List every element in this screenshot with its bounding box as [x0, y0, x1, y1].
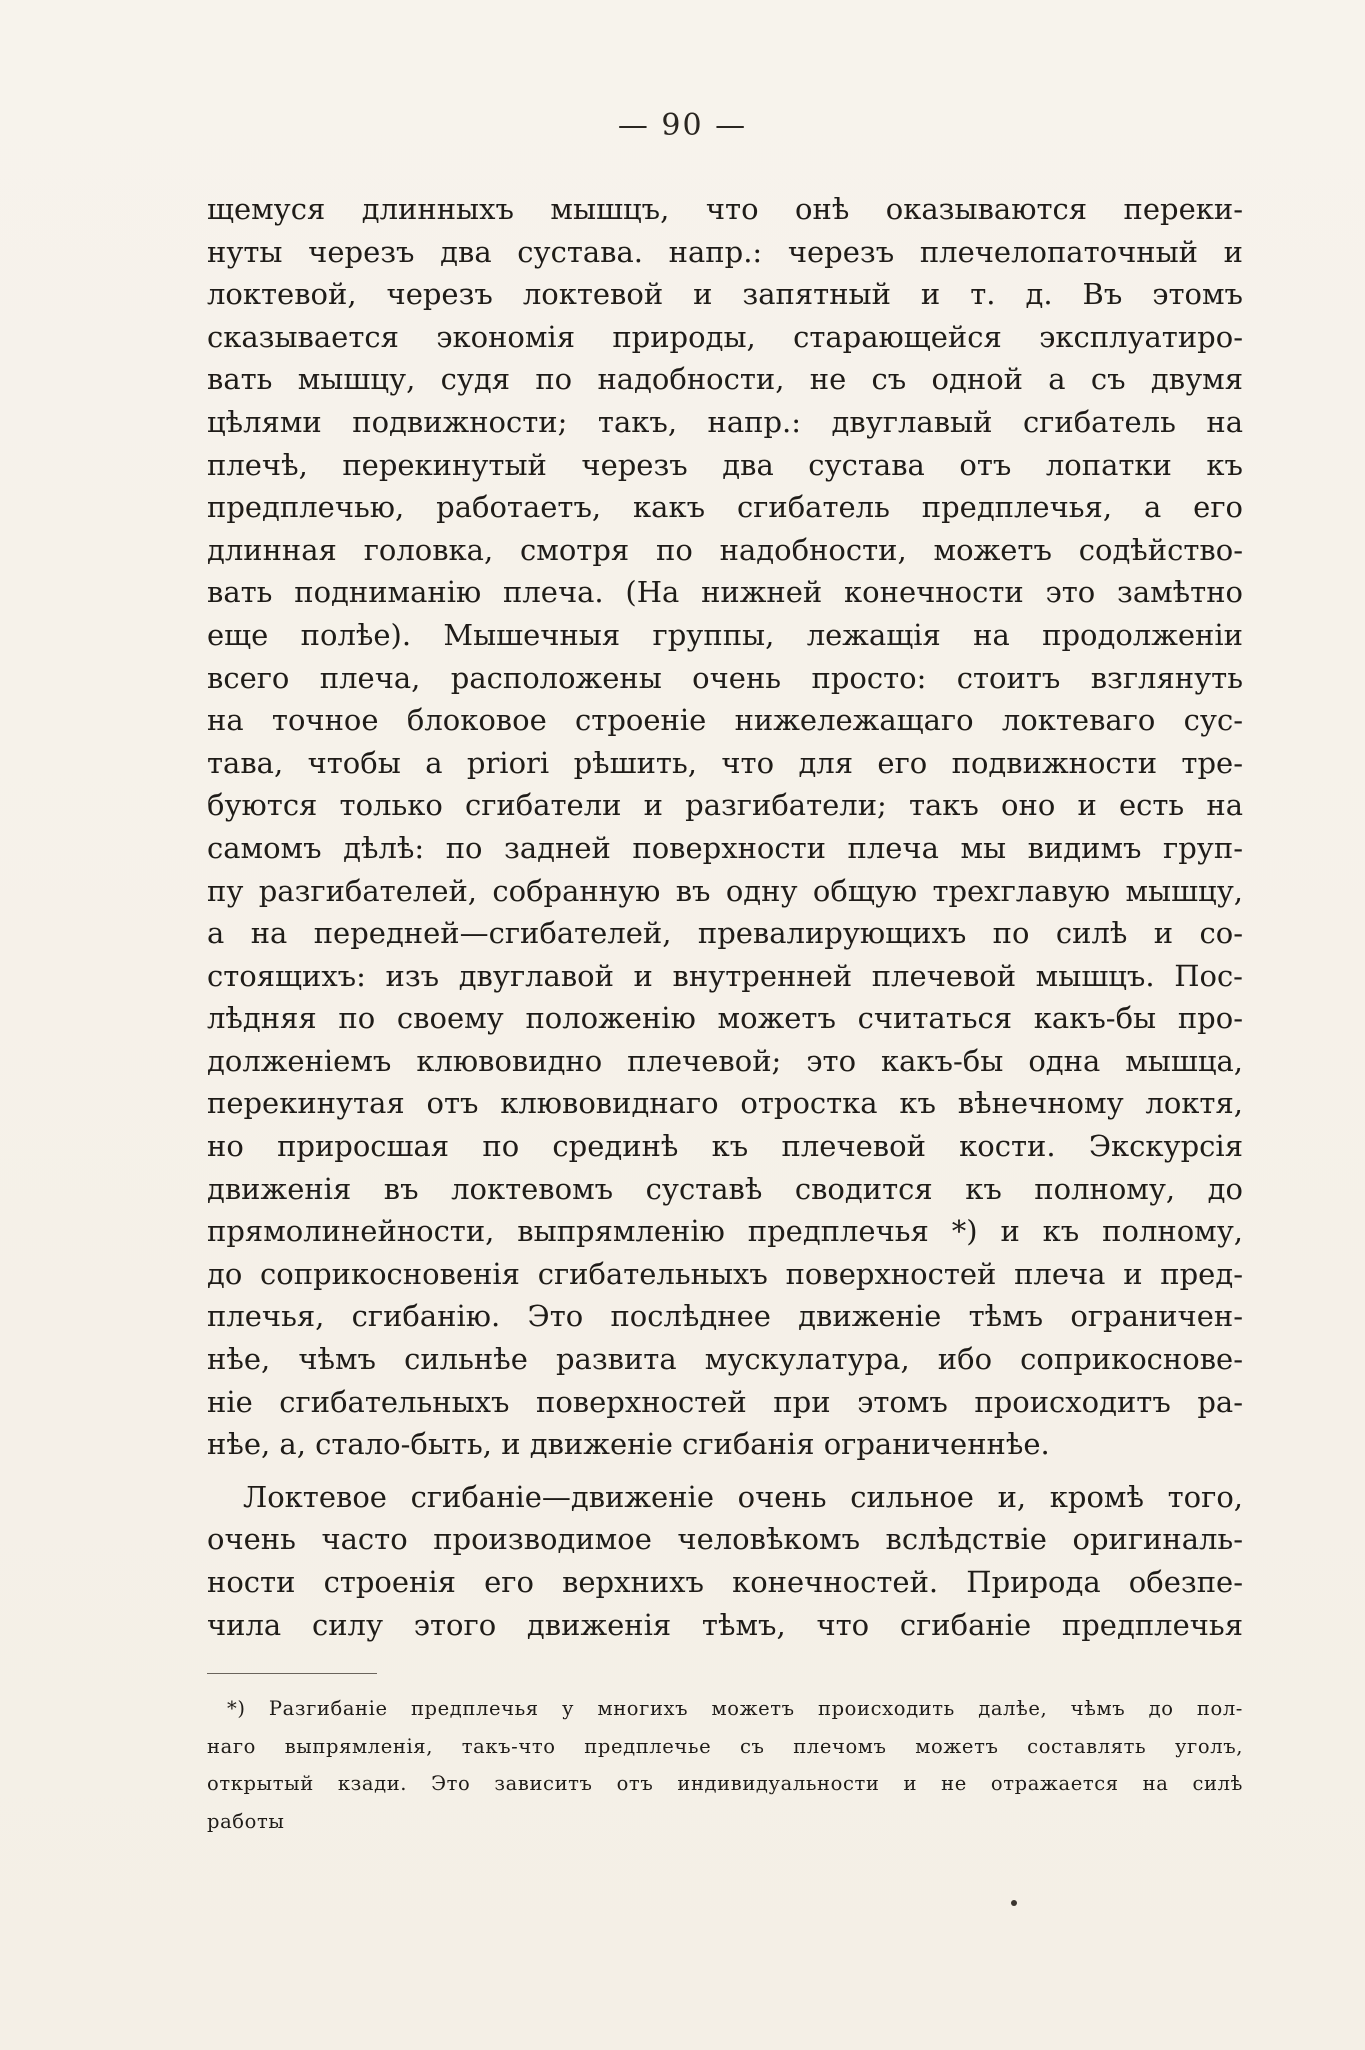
text-line: прямолинейности, выпрямленію предплечья *) и къ полному, — [207, 1214, 1243, 1249]
text-line: пу разгибателей, собранную въ одну общую трехглавую мышцу, — [207, 873, 1243, 908]
text-line: буются только сгибатели и разгибатели; такъ оно и есть на — [207, 788, 1243, 823]
footnote-line: открытый кзади. Это зависитъ отъ индивидуальности и не отражается на силѣ — [207, 1772, 1243, 1795]
footnote — [207, 1690, 1243, 1840]
text-line: самомъ дѣлѣ: по задней поверхности плеча мы видимъ груп- — [207, 830, 1243, 865]
text-line: на точное блоковое строеніе нижележащаго локтеваго сус- — [207, 703, 1243, 738]
text-line: стоящихъ: изъ двуглавой и внутренней плечевой мышцъ. Пос- — [207, 958, 1243, 993]
text-line: движенія въ локтевомъ суставѣ сводится къ полному, до — [207, 1171, 1243, 1206]
text-line: ности строенія его верхнихъ конечностей. Природа обезпе- — [207, 1565, 1243, 1599]
text-line: Локтевое сгибаніе—движеніе очень сильное и, кромѣ того, — [243, 1479, 1243, 1514]
footnote-line: работы — [207, 1809, 285, 1833]
text-line: плечья, сгибанію. Это послѣднее движеніе тѣмъ ограничен- — [207, 1299, 1243, 1334]
footnote-line: наго выпрямленія, такъ-что предплечье съ плечомъ можетъ составлять уголъ, — [207, 1734, 1243, 1758]
text-line: чила силу этого движенія тѣмъ, что сгибаніе предплечья — [207, 1607, 1243, 1642]
text-line: всего плеча, расположены очень просто: стоитъ взглянуть — [207, 660, 1243, 695]
text-line: локтевой, черезъ локтевой и запятный и т. д. Въ этомъ — [207, 277, 1243, 312]
text-line: вать мышцу, судя по надобности, не съ одной а съ двумя — [207, 362, 1243, 397]
text-line: нѣе, чѣмъ сильнѣе развита мускулатура, ибо соприкоснове- — [207, 1342, 1243, 1377]
text-line: очень часто производимое человѣкомъ вслѣдствіе оригиналь- — [207, 1522, 1243, 1557]
text-line: перекинутая отъ клювовиднаго отростка къ вѣнечному локтя, — [207, 1086, 1243, 1121]
text-line: сказывается экономія природы, старающейся эксплуатиро- — [207, 319, 1243, 354]
ink-speck — [1011, 1900, 1017, 1906]
text-line: длинная головка, смотря по надобности, можетъ содѣйство- — [207, 532, 1243, 567]
text-line: цѣлями подвижности; такъ, напр.: двуглавый сгибатель на — [207, 404, 1243, 439]
text-line: вать подниманію плеча. (На нижней конечности это замѣтно — [207, 575, 1243, 610]
text-line: лѣдняя по своему положенію можетъ считаться какъ-бы про- — [207, 1001, 1243, 1036]
text-line: предплечью, работаетъ, какъ сгибатель предплечья, а его — [207, 490, 1243, 525]
text-line: ніе сгибательныхъ поверхностей при этомъ происходитъ ра- — [207, 1384, 1243, 1419]
text-line: до соприкосновенія сгибательныхъ поверхностей плеча и пред- — [207, 1256, 1243, 1291]
paragraph-gap — [207, 1466, 1243, 1476]
text-line: нуты черезъ два сустава. напр.: черезъ плечелопаточный и — [207, 234, 1243, 269]
text-line: щемуся длинныхъ мышцъ, что онѣ оказываются переки- — [207, 192, 1243, 226]
text-line: нѣе, а, стало-быть, и движеніе сгибанія ограниченнѣе. — [207, 1427, 1050, 1462]
footnote-divider — [207, 1673, 377, 1674]
footnote-line: *) Разгибаніе предплечья у многихъ можетъ происходить далѣе, чѣмъ до пол- — [227, 1697, 1243, 1720]
page-number: — 90 — — [617, 108, 748, 143]
text-line: но приросшая по срединѣ къ плечевой кости. Экскурсія — [207, 1129, 1243, 1164]
text-line: плечѣ, перекинутый черезъ два сустава отъ лопатки къ — [207, 447, 1243, 482]
text-line: долженіемъ клювовидно плечевой; это какъ-бы одна мышца, — [207, 1043, 1243, 1078]
text-line: тава, чтобы a priori рѣшить, что для его подвижности тре- — [207, 745, 1243, 780]
main-text — [207, 188, 1243, 1646]
text-line: еще полѣе). Мышечныя группы, лежащія на продолженіи — [207, 617, 1243, 652]
text-line: а на передней—сгибателей, превалирующихъ по силѣ и со- — [207, 916, 1243, 951]
